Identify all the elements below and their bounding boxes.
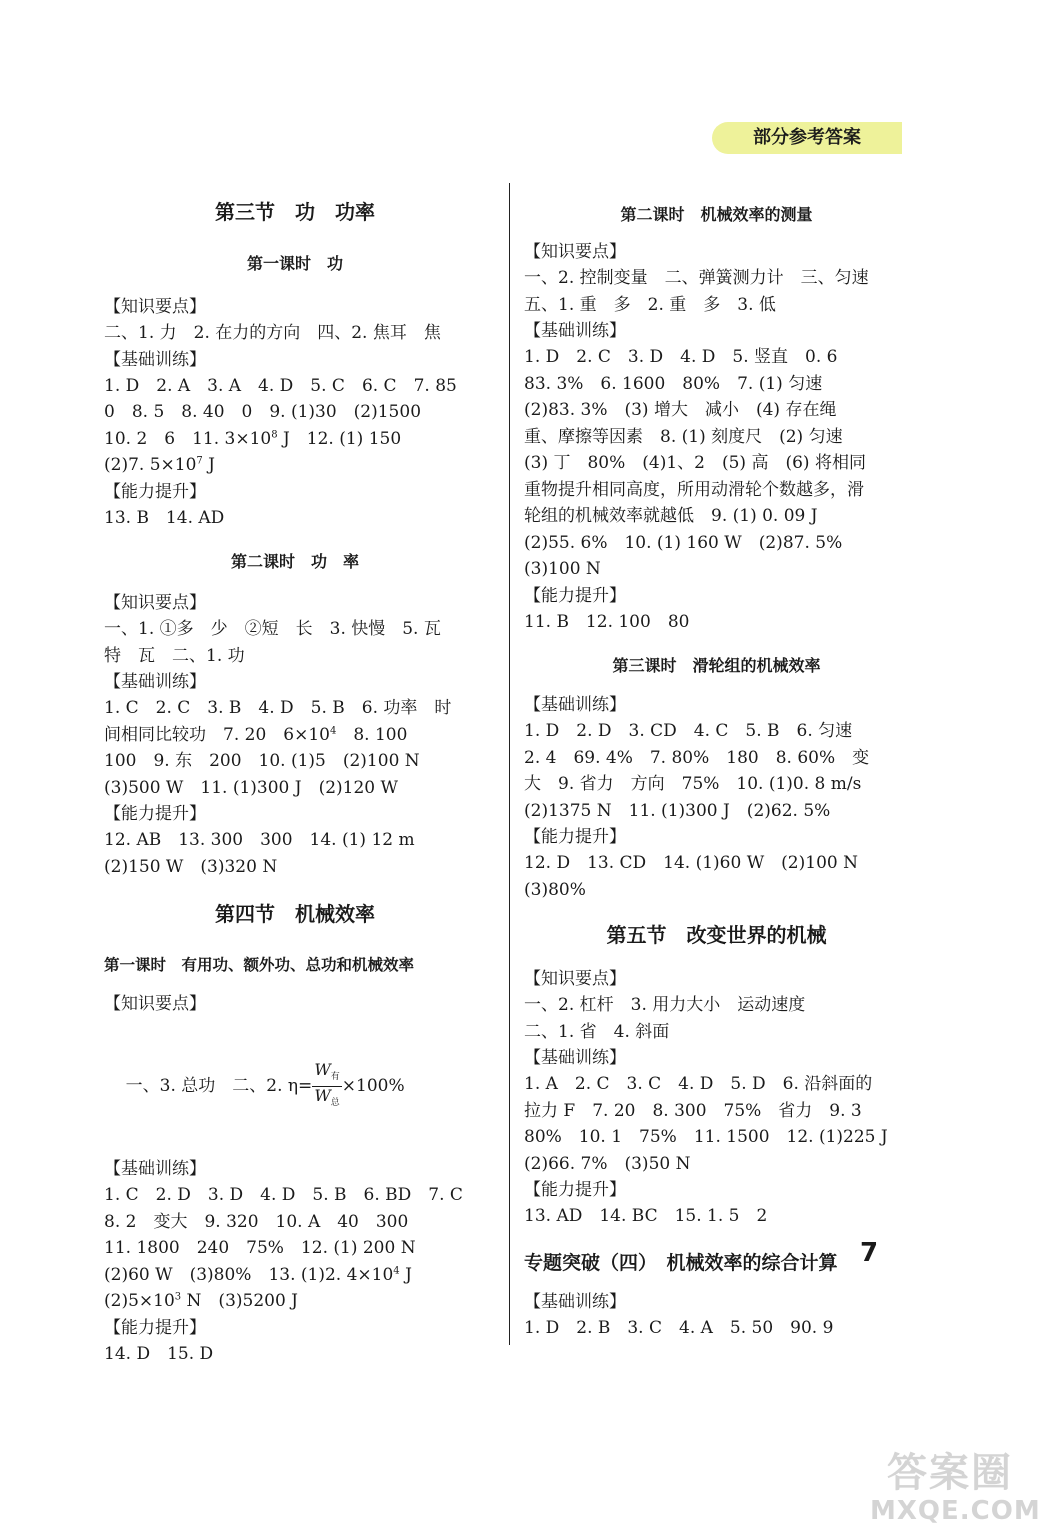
lesson-title: 第一课时 有用功、额外功、总功和机械效率 [104,956,415,974]
answer-line: 拉力 F 7. 20 8. 300 75% 省力 9. 3 [524,1100,862,1121]
efficiency-fraction: $\frac{W_有}{W_总}$ [314,1060,340,1109]
answer-line: 一、1. ①多 少 ②短 长 3. 快慢 5. 瓦 [104,619,441,639]
lesson-title: 第二课时 机械效率的测量 [620,205,813,224]
right-column [524,192,909,1341]
answer-line: (2)83. 3% (3) 增大 减小 (4) 存在绳 [524,400,837,420]
answer-line: 11. 1800 240 75% 12. (1) 200 N [104,1238,416,1259]
answer-line: 五、1. 重 多 2. 重 多 3. 低 [524,294,776,315]
answer-line: 1. D 2. C 3. D 4. D 5. 竖直 0. 6 [524,347,838,367]
answer-line: 14. D 15. D [104,1343,214,1364]
answer-line: 二、1. 省 4. 斜面 [524,1021,670,1042]
answer-line: 1. C 2. C 3. B 4. D 5. B 6. 功率 时 [104,698,452,718]
section-title: 专题突破（四） 机械效率的综合计算 [524,1251,838,1274]
answer-line: 83. 3% 6. 1600 80% 7. (1) 匀速 [524,373,823,394]
answer-line: 1. D 2. A 3. A 4. D 5. C 6. C 7. 85 [104,375,457,396]
heading: 【能力提升】 [524,1180,626,1200]
heading: 【基础训练】 [104,1159,206,1180]
answer-line: 100 9. 东 200 10. (1)5 (2)100 N [104,751,420,771]
answer-line: 12. AB 13. 300 300 14. (1) 12 m [104,830,415,850]
answer-line: 80% 10. 1 75% 11. 1500 12. (1)225 J [524,1127,888,1147]
answer-line: 1. D 2. D 3. CD 4. C 5. B 6. 匀速 [524,721,853,741]
answer-line: (3)500 W 11. (1)300 J (2)120 W [104,777,398,798]
section-title: 第五节 改变世界的机械 [606,923,827,947]
answer-line: 大 9. 省力 方向 75% 10. (1)0. 8 m/s [524,774,862,794]
heading: 【知识要点】 [104,297,206,317]
answer-line: (3) 丁 80% (4)1、2 (5) 高 (6) 将相同 [524,453,866,473]
column-divider [509,183,510,1345]
lesson-title: 第一课时 功 [246,254,343,273]
answer-line: 重物提升相同高度，所用动滑轮个数越多，滑 [524,479,864,500]
heading: 【能力提升】 [104,1317,206,1338]
heading: 【基础训练】 [524,321,626,341]
heading: 【基础训练】 [104,349,206,370]
formula-line: 一、3. 总功 二、2. η= $\frac{W_有}{W_总}$ ×100% [104,1017,486,1156]
heading: 【基础训练】 [524,1291,626,1312]
heading: 【基础训练】 [524,1048,626,1068]
answer-line: 12. D 13. CD 14. (1)60 W (2)100 N [524,853,858,873]
heading: 【基础训练】 [524,695,626,715]
answer-line: 10. 2 6 11. $3\times 10^8$ J 12. (1) 150 [104,428,402,449]
lesson-title: 第三课时 滑轮组的机械效率 [612,656,821,675]
heading: 【能力提升】 [524,585,626,606]
answer-line: (2)66. 7% (3)50 N [524,1153,691,1174]
answer-line: 一、2. 控制变量 二、弹簧测力计 三、匀速 [524,268,869,288]
answer-line: $(2)5\times 10^3$ N (3)5200 J [104,1291,298,1312]
answer-line: 一、2. 杠杆 3. 用力大小 运动速度 [524,995,806,1015]
answer-line: (3)100 N [524,559,601,579]
answer-line: 重、摩擦等因素 8. (1) 刻度尺 (2) 匀速 [524,426,843,447]
answer-line: 1. D 2. B 3. C 4. A 5. 50 90. 9 [524,1317,834,1338]
answer-line: 特 瓦 二、1. 功 [104,645,245,666]
left-column [104,192,486,1367]
answer-line: (2)60 W (3)80% 13. (1)2. $4\times 10^4$ J [104,1264,412,1285]
section-tag: 部分参考答案 [712,122,902,154]
heading: 【知识要点】 [524,242,626,262]
answer-line: 13. B 14. AD [104,507,225,528]
heading: 【能力提升】 [524,827,626,847]
answer-line: (3)80% [524,879,586,900]
answer-line: 1. C 2. D 3. D 4. D 5. B 6. BD 7. C [104,1185,463,1206]
answer-line: (2)1375 N 11. (1)300 J (2)62. 5% [524,800,831,821]
answer-line: (2)7. $5\times 10^7$ J [104,455,215,475]
watermark: 答案圈 MXQE.COM [870,1450,1041,1526]
lesson-title: 第二课时 功 率 [230,552,359,571]
heading: 【知识要点】 [104,593,206,613]
heading: 【知识要点】 [524,969,626,989]
answer-line: 2. 4 69. 4% 7. 80% 180 8. 60% 变 [524,747,870,768]
heading: 【能力提升】 [104,481,206,502]
section-title: 第三节 功 功率 [215,200,375,224]
answer-line: 间相同比较功 7. 20 $6\times 10^4$ 8. 100 [104,724,408,745]
answer-line: 轮组的机械效率就越低 9. (1) 0. 09 J [524,506,818,526]
answer-line: 二、1. 力 2. 在力的方向 四、2. 焦耳 焦 [104,323,441,343]
answer-line: 13. AD 14. BC 15. 1. 5 2 [524,1206,768,1226]
answer-line: 1. A 2. C 3. C 4. D 5. D 6. 沿斜面的 [524,1074,873,1094]
heading: 【知识要点】 [104,994,206,1014]
answer-line: (2)150 W (3)320 N [104,856,278,877]
page-number: 7 [860,1238,879,1268]
heading: 【能力提升】 [104,804,206,824]
section-title: 第四节 机械效率 [215,902,375,926]
answer-line: (2)55. 6% 10. (1) 160 W (2)87. 5% [524,532,843,553]
answer-line: 11. B 12. 100 80 [524,611,690,632]
answer-line: 8. 2 变大 9. 320 10. A 40 300 [104,1211,409,1232]
answer-line: 0 8. 5 8. 40 0 9. (1)30 (2)1500 [104,402,422,422]
heading: 【基础训练】 [104,672,206,692]
